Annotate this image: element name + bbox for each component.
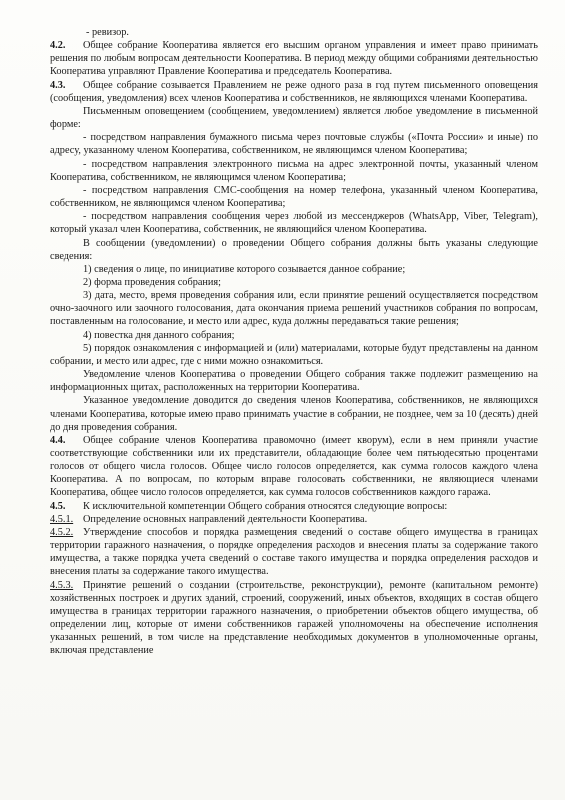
info-item-1: 1) сведения о лице, по инициативе которого созывается данное собрание;	[83, 263, 406, 275]
board-notice: Уведомление членов Кооператива о проведении Общего собрания также подлежит размещению на информационных щитах, расположенных на территории Кооператива.	[50, 369, 538, 394]
subsection-number: 4.5.3.	[50, 579, 74, 591]
section-text: Общее собрание членов Кооператива правомочно (имеет кворум), если в нем приняли участие соответствующие собственники или их представители, обладающие более чем пятьюдесятью процентами голосов от общего числа голосов. Общее число голосов определяется, как сумма голосов каждого члена Кооператива. А по вопросам, по которым вправе голосовать собственники, не являющиеся членами Кооператива, общее число голосов определяется, как сумма голосов собственников каждого гаража.	[50, 434, 538, 499]
info-intro: В сообщении (уведомлении) о проведении Общего собрания должны быть указаны следующие сведения:	[50, 237, 538, 262]
notice-item-sms: - посредством направления СМС-сообщения на номер телефона, указанный членом Кооператива, собственником, не являющимся членом Кооператива;	[50, 184, 538, 210]
section-number: 4.2.	[50, 40, 66, 52]
subsection-text: Принятие решений о создании (строительстве, реконструкции), ремонте (капитальном ремонте) хозяйственных построек и других зданий, строений, сооружений, иных объектов, входящих в состав общего имущества в границах территории гаражного назначения, о приобретении объектов общего имущества, об определении лиц, которые от имени собственников гаражей уполномочены на обеспечение исполнения указанных решений, в том числе на представление необходимых документов в уполномоченные органы, включая представление	[50, 579, 538, 657]
deadline-notice: Указанное уведомление доводится до сведения членов Кооператива, собственников, не являющихся членами Кооператива, которые имею право принимать участие в собрании, не позднее, чем за 10 (десять) дней до дня проведения собрания.	[50, 395, 538, 433]
section-number: 4.5.	[50, 500, 66, 512]
section-text: Общее собрание Кооператива является его высшим органом управления и имеет право принимать решения по любым вопросам деятельности Кооператива. В период между общими собраниями деятельностью Кооператива управляют Правление Кооператива и председатель Кооператива.	[50, 40, 538, 78]
section-4-5	[50, 500, 538, 513]
section-text: Общее собрание созывается Правлением не реже одного раза в год путем письменного оповещения (сообщения, уведомления) всех членов Кооператива и собственников, не являющихся членами Кооператива.	[50, 79, 538, 104]
revizor-line: - ревизор.	[86, 27, 129, 38]
section-text: К исключительной компетенции Общего собрания относятся следующие вопросы:	[83, 500, 448, 512]
section-number: 4.4.	[50, 434, 66, 446]
info-item-2: 2) форма проведения собрания;	[83, 276, 222, 288]
section-4-3	[50, 79, 538, 105]
info-item-5: 5) порядок ознакомления с информацией и (или) материалами, которые будут представлены на данном собрании, и место или адрес, где с ними можно ознакомиться.	[50, 342, 538, 367]
document-body	[50, 26, 538, 658]
info-item-4: 4) повестка дня данного собрания;	[83, 329, 235, 341]
info-item-3: 3) дата, место, время проведения собрания или, если принятие решений осуществляется посредством очно-заочного или заочного голосования, дата окончания приема решений участников собрания по вопросам, поставленным на голосование, и место или адрес, куда должны передаваться такие решения;	[50, 290, 538, 328]
subsection-text: Определение основных направлений деятельности Кооператива.	[83, 513, 368, 525]
notice-item-email: - посредством направления электронного письма на адрес электронной почты, указанный членом Кооператива, собственником, не являющимся членом Кооператива;	[50, 158, 538, 183]
section-number: 4.3.	[50, 79, 66, 91]
section-4-5-1	[50, 513, 538, 526]
section-4-4	[50, 434, 538, 500]
notice-item-messenger: - посредством направления сообщения через любой из мессенджеров (WhatsApp, Viber, Telegram), который указал член Кооператива, собственник, не являющийся членом Кооператива.	[50, 211, 538, 236]
subsection-number: 4.5.1.	[50, 513, 74, 525]
section-4-5-2	[50, 526, 538, 579]
notice-intro: Письменным оповещением (сообщением, уведомлением) является любое уведомление в письменной форме:	[50, 105, 538, 131]
section-4-2	[50, 39, 538, 78]
section-4-5-3	[50, 579, 538, 658]
notice-item-post: - посредством направления бумажного письма через почтовые службы («Почта России» и иные) по адресу, указанному членом Кооператива, собственником, не являющимся членом Кооператива;	[50, 132, 538, 157]
subsection-number: 4.5.2.	[50, 526, 74, 538]
subsection-text: Утверждение способов и порядка размещения сведений о составе общего имущества в границах территории гаражного назначения, о порядке определения расходов и внесения платы за содержание такого имущества, а также порядка учета сведений о составе такого имущества и порядка определения расходов и внесения платы за содержание такого имущества.	[50, 526, 538, 578]
